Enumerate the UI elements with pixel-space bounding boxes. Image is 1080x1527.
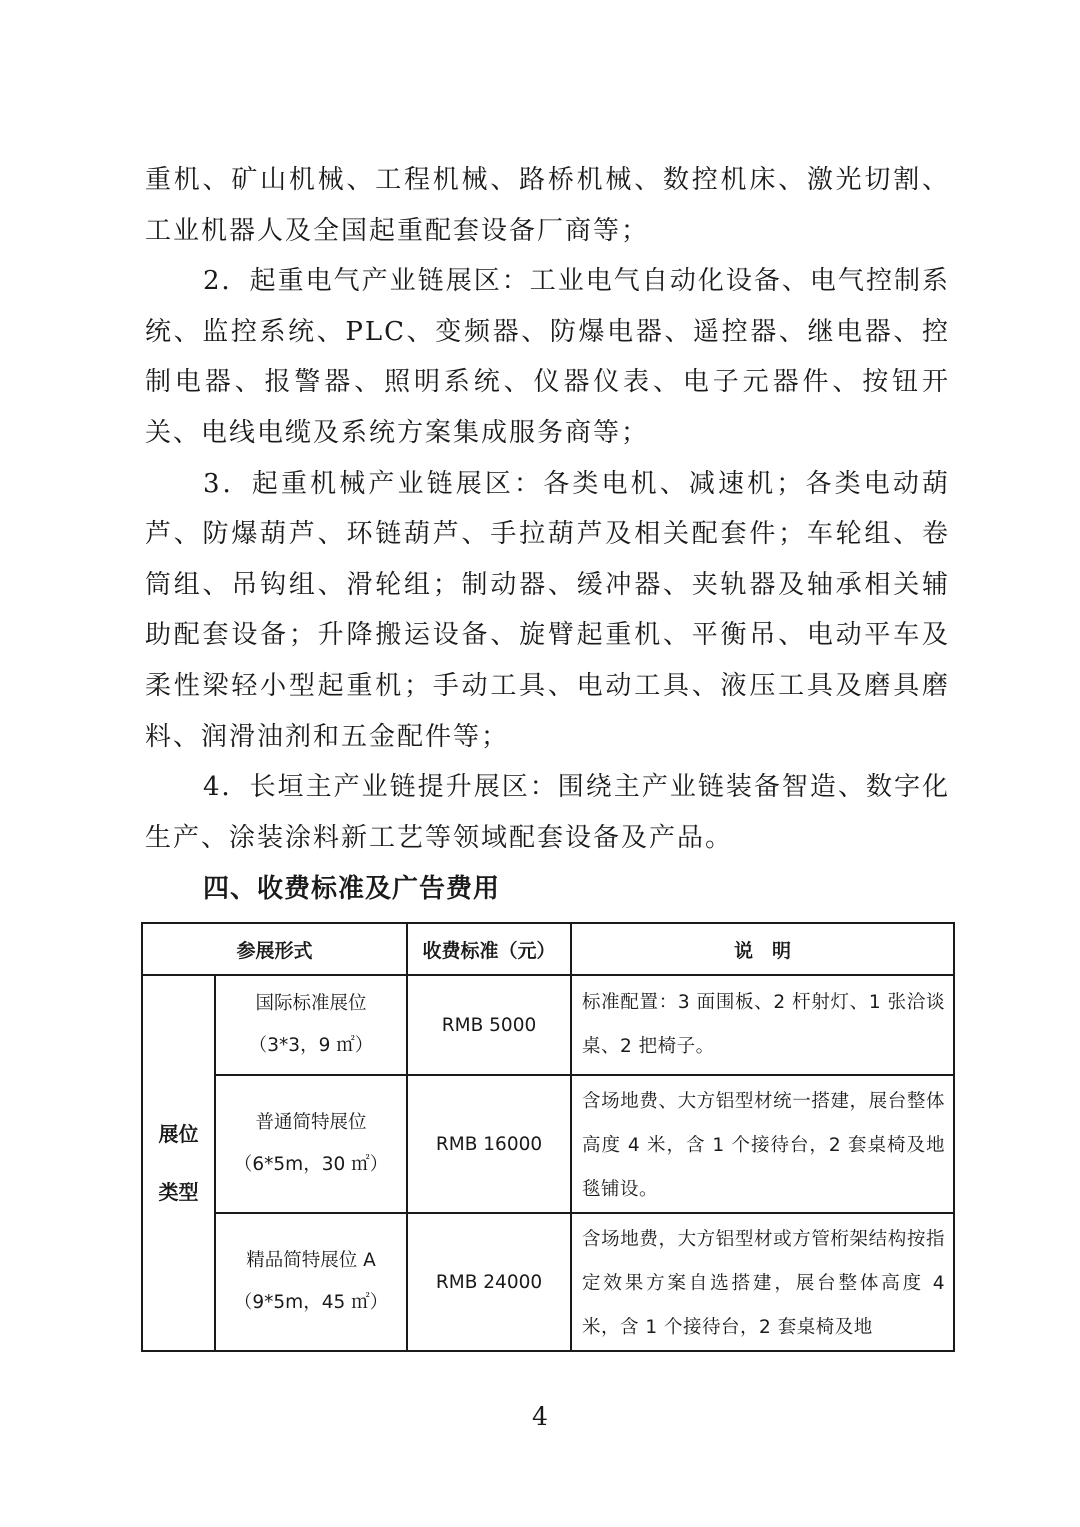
table-row xyxy=(142,975,954,1075)
booth-name: 普通简特展位 xyxy=(255,1112,367,1133)
fee-table xyxy=(141,922,955,1352)
header-description: 说 明 xyxy=(571,923,954,975)
paragraph-item-4: 4．长垣主产业链提升展区：围绕主产业链装备智造、数字化生产、涂装涂料新工艺等领域配套设备及产品。 xyxy=(145,772,950,853)
table-row xyxy=(142,1075,954,1213)
booth-name: 国际标准展位 xyxy=(255,993,367,1014)
booth-name-cell xyxy=(215,1213,407,1351)
booth-type-label: 展位 类型 xyxy=(142,975,215,1351)
booth-description: 含场地费、大方铝型材统一搭建，展台整体高度 4 米，含 1 个接待台，2 套桌椅及地毯铺设。 xyxy=(571,1075,954,1213)
booth-name-cell xyxy=(215,1075,407,1213)
section-heading: 四、收费标准及广告费用 xyxy=(203,874,501,904)
body-text xyxy=(145,155,950,863)
header-fee-standard: 收费标准（元） xyxy=(407,923,571,975)
header-exhibit-form: 参展形式 xyxy=(142,923,407,975)
paragraph-item-2: 2．起重电气产业链展区：工业电气自动化设备、电气控制系统、监控系统、PLC、变频器、防爆电器、遥控器、继电器、控制电器、报警器、照明系统、仪器仪表、电子元器件、按钮开关、电线电缆及系统方案集成服务商等； xyxy=(145,266,950,448)
booth-name: 精品简特展位 A xyxy=(246,1250,376,1271)
table-header-row xyxy=(142,923,954,975)
booth-size: （3*3，9 ㎡） xyxy=(248,1035,374,1056)
table-row xyxy=(142,1213,954,1351)
booth-price: RMB 5000 xyxy=(407,975,571,1075)
booth-size: （6*5m，30 ㎡） xyxy=(233,1154,389,1175)
paragraph-continuation: 重机、矿山机械、工程机械、路桥机械、数控机床、激光切割、工业机器人及全国起重配套设备厂商等； xyxy=(145,165,950,246)
booth-price: RMB 16000 xyxy=(407,1075,571,1213)
booth-name-cell xyxy=(215,975,407,1075)
booth-description: 含场地费，大方铝型材或方管桁架结构按指定效果方案自选搭建，展台整体高度 4 米，含 1 个接待台，2 套桌椅及地 xyxy=(571,1213,954,1351)
booth-description: 标准配置：3 面围板、2 杆射灯、1 张洽谈桌、2 把椅子。 xyxy=(571,975,954,1075)
booth-price: RMB 24000 xyxy=(407,1213,571,1351)
page-number: 4 xyxy=(532,1402,548,1431)
booth-size: （9*5m，45 ㎡） xyxy=(233,1292,389,1313)
paragraph-item-3: 3．起重机械产业链展区：各类电机、减速机；各类电动葫芦、防爆葫芦、环链葫芦、手拉葫芦及相关配套件；车轮组、卷筒组、吊钩组、滑轮组；制动器、缓冲器、夹轨器及轴承相关辅助配套设备；升降搬运设备、旋臂起重机、平衡吊、电动平车及柔性梁轻小型起重机；手动工具、电动工具、液压工具及磨具磨料、润滑油剂和五金配件等； xyxy=(145,468,950,752)
